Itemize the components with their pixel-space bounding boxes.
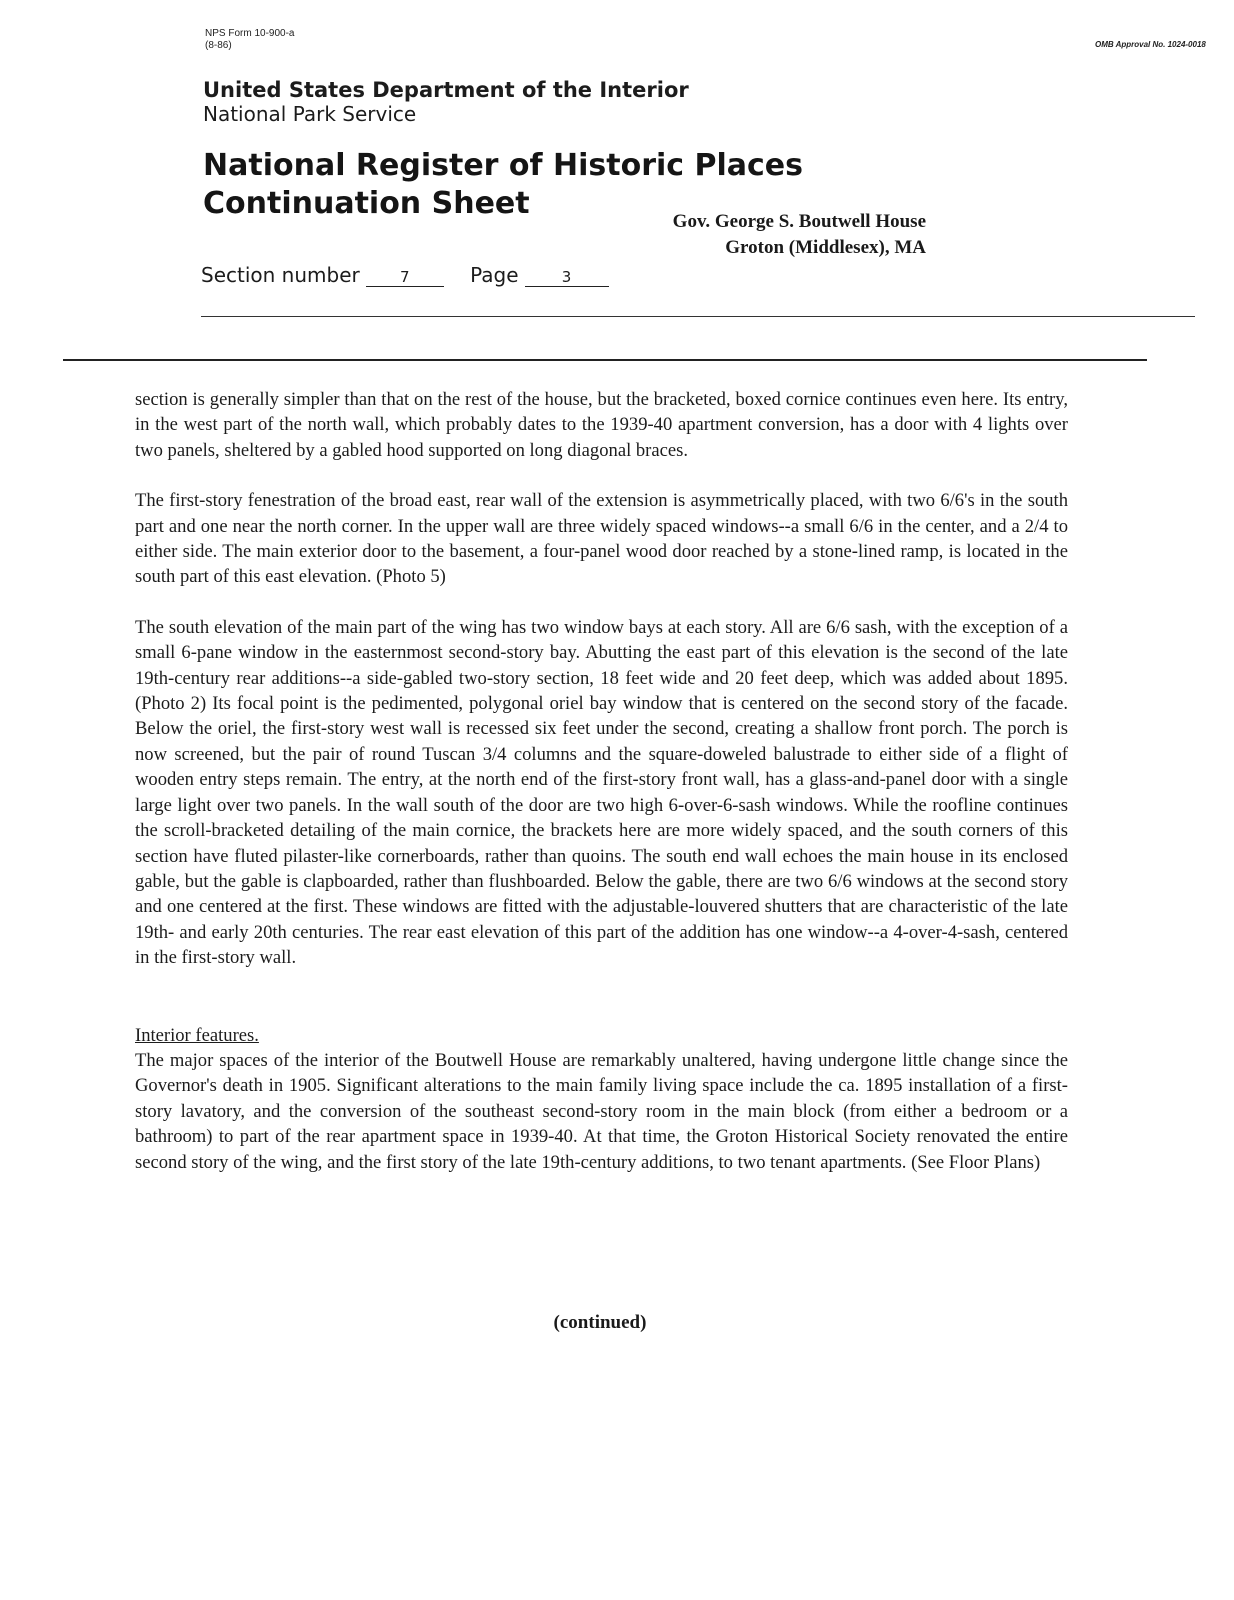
- property-name: Gov. George S. Boutwell House: [672, 211, 926, 232]
- section-page-line: [201, 263, 615, 287]
- title-line-2: Continuation Sheet: [203, 186, 530, 221]
- property-location: Groton (Middlesex), MA: [725, 237, 926, 258]
- page-number-value: 3: [525, 268, 609, 287]
- interior-features-heading: Interior features.: [135, 1024, 259, 1046]
- form-identifier: [205, 28, 294, 52]
- section-number-label: Section number: [201, 263, 360, 287]
- service-name: National Park Service: [203, 102, 417, 126]
- body-text: [135, 387, 1068, 1175]
- title-line-1: National Register of Historic Places: [203, 148, 804, 183]
- paragraph-2: The first-story fenestration of the broad east, rear wall of the extension is asymmetrically placed, with two 6/6's in the south part and one near the north corner. In the upper wall are three widely spaced windows--a small 6/6 in the center, and a 2/4 to either side. The main exterior door to the basement, a four-panel wood door reached by a stone-lined ramp, is located in the south part of this east elevation. (Photo 5): [135, 490, 1068, 588]
- section-number-value: 7: [366, 268, 444, 287]
- page-label: Page: [470, 263, 519, 287]
- paragraph-1: section is generally simpler than that on the rest of the house, but the bracketed, boxed cornice continues even here. Its entry, in the west part of the north wall, which probably dates to the 1939-40 apartment conversion, has a door with 4 lights over two panels, sheltered by a gabled hood supported on long diagonal braces.: [135, 389, 1068, 461]
- omb-approval-number: OMB Approval No. 1024-0018: [1095, 40, 1206, 49]
- form-date: (8-86): [205, 40, 232, 51]
- property-info: [632, 209, 926, 261]
- paragraph-4: The major spaces of the interior of the Boutwell House are remarkably unaltered, having undergone little change since the Governor's death in 1905. Significant alterations to the main family living space include the ca. 1895 installation of a first-story lavatory, and the conversion of the southeast second-story room in the main block (from either a bedroom or a bathroom) to part of the rear apartment space in 1939-40. At that time, the Groton Historical Society renovated the entire second story of the wing, and the first story of the late 19th-century additions, to two tenant apartments. (See Floor Plans): [135, 1049, 1068, 1173]
- paragraph-3: The south elevation of the main part of the wing has two window bays at each story. All are 6/6 sash, with the exception of a small 6-pane window in the easternmost second-story bay. Abutting the east part of this elevation is the second of the late 19th-century rear additions--a side-gabled two-story section, 18 feet wide and 20 feet deep, which was added about 1895. (Photo 2) Its focal point is the pedimented, polygonal oriel bay window that is centered on the second story of the facade. Below the oriel, the first-story west wall is recessed six feet under the second, creating a shallow front porch. The porch is now screened, but the pair of round Tuscan 3/4 columns and the square-doweled balustrade to either side of a flight of wooden entry steps remain. The entry, at the north end of the first-story front wall, has a glass-and-panel door with a single large light over two panels. In the wall south of the door are two high 6-over-6-sash windows. While the roofline continues the scroll-bracketed detailing of the main cornice, the brackets here are more widely spaced, and the south corners of this section have fluted pilaster-like cornerboards, rather than quoins. The south end wall echoes the main house in its enclosed gable, but the gable is clapboarded, rather than flushboarded. Below the gable, there are two 6/6 windows at the second story and one centered at the first. These windows are fitted with the adjustable-louvered shutters that are characteristic of the late 19th- and early 20th centuries. The rear east elevation of this part of the addition has one window--a 4-over-4-sash, centered in the first-story wall.: [135, 616, 1068, 969]
- continued-note: (continued): [553, 1312, 647, 1333]
- agency-name: United States Department of the Interior: [203, 78, 689, 102]
- header-rule: [201, 316, 1195, 317]
- form-number: NPS Form 10-900-a: [205, 28, 295, 39]
- page-rule: [63, 359, 1147, 361]
